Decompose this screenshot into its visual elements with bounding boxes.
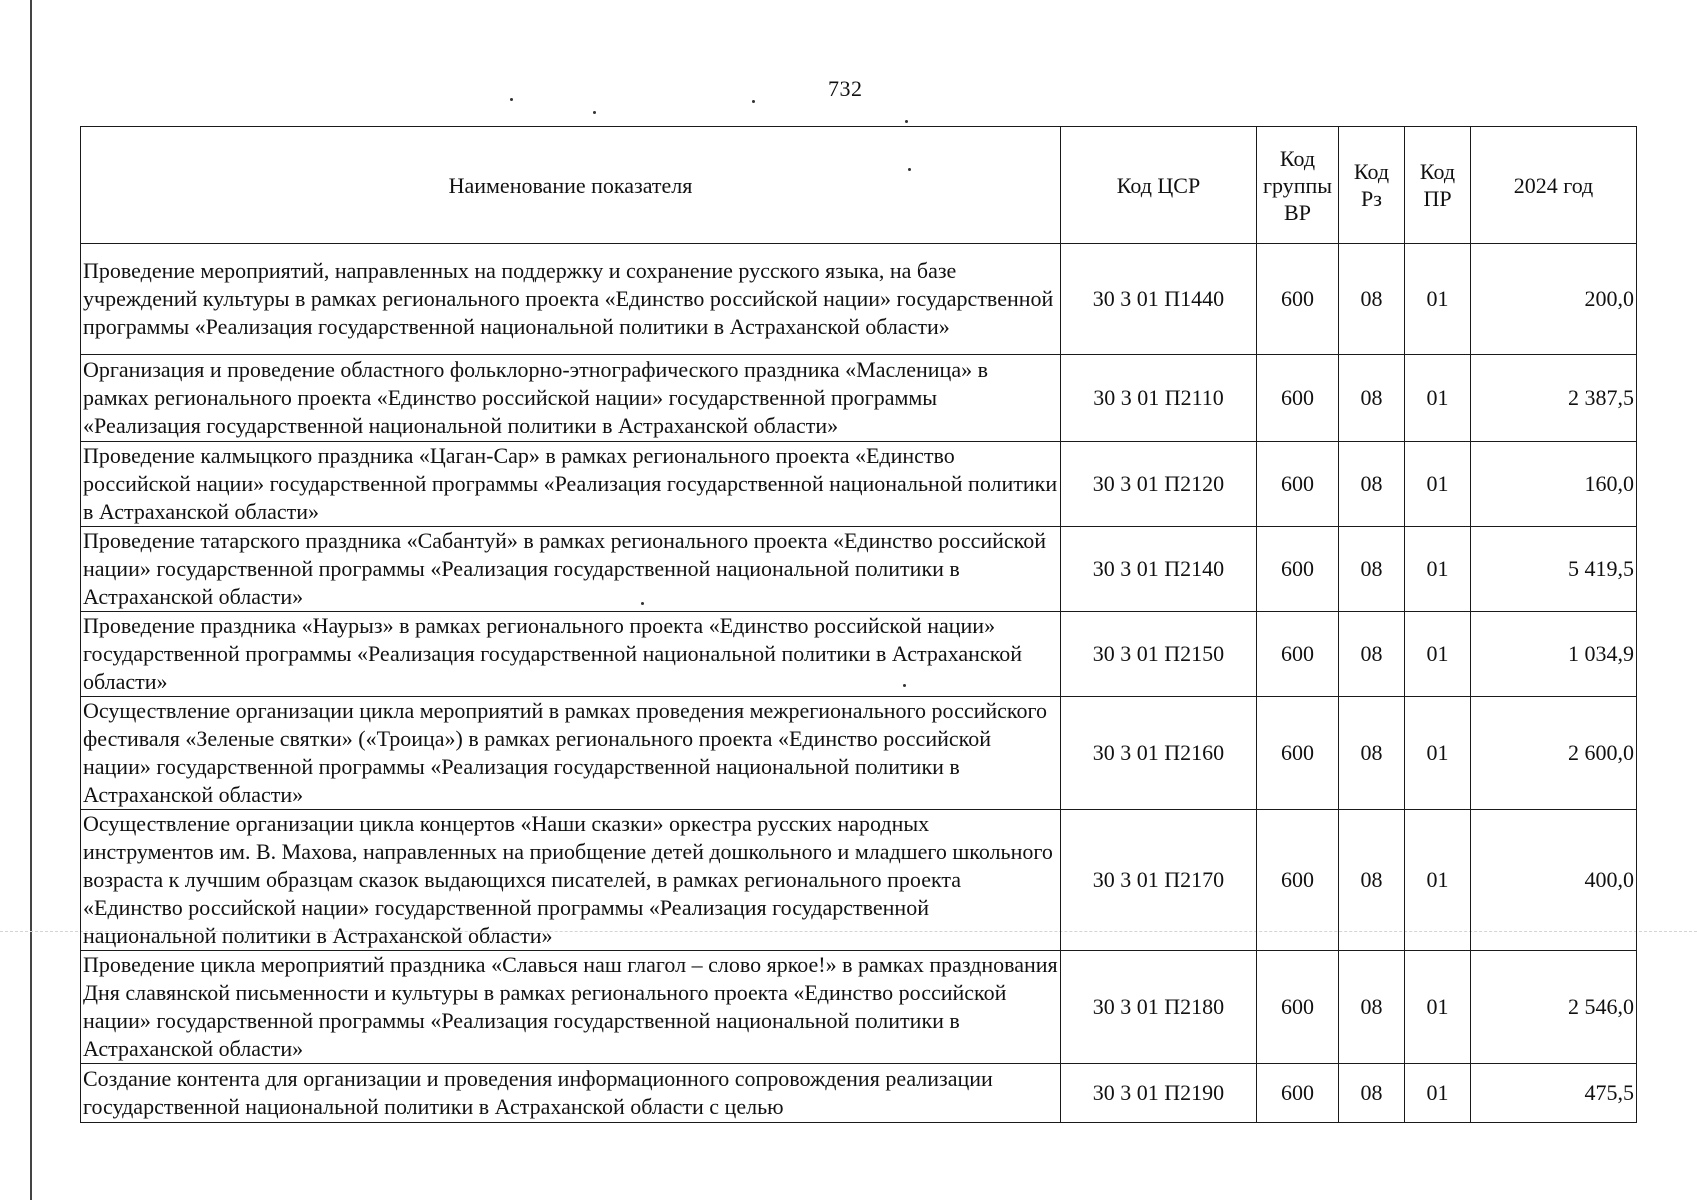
- row-amount: 2 387,5: [1471, 355, 1637, 442]
- row-csr: 30 3 01 П2110: [1061, 355, 1257, 442]
- row-csr: 30 3 01 П2140: [1061, 527, 1257, 612]
- table-row: [81, 1064, 1637, 1123]
- row-vr: 600: [1257, 612, 1339, 697]
- row-pr: 01: [1405, 810, 1471, 951]
- row-vr: 600: [1257, 244, 1339, 355]
- row-amount: 475,5: [1471, 1064, 1637, 1123]
- row-rz: 08: [1339, 442, 1405, 527]
- row-vr: 600: [1257, 355, 1339, 442]
- row-amount: 200,0: [1471, 244, 1637, 355]
- row-name: Организация и проведение областного фольклорно-этнографического праздника «Масленица» в рамках регионального проекта «Единство российской нации» государственной программы «Реализация государственной национальной политики в Астраханской области»: [81, 355, 1061, 442]
- row-csr: 30 3 01 П2190: [1061, 1064, 1257, 1123]
- row-rz: 08: [1339, 244, 1405, 355]
- scan-speck: [510, 98, 513, 101]
- scan-speck: [905, 120, 908, 123]
- table-row: [81, 244, 1637, 355]
- header-pr: Код ПР: [1405, 127, 1471, 244]
- row-name: Создание контента для организации и проведения информационного сопровождения реализации государственной национальной политики в Астраханской области с целью: [81, 1064, 1061, 1123]
- header-vr: Код группы ВР: [1257, 127, 1339, 244]
- row-rz: 08: [1339, 951, 1405, 1064]
- row-name: Проведение цикла мероприятий праздника «Славься наш глагол – слово яркое!» в рамках празднования Дня славянской письменности и культуры в рамках регионального проекта «Единство российской нации» государственной программы «Реализация государственной национальной политики в Астраханской области»: [81, 951, 1061, 1064]
- row-rz: 08: [1339, 527, 1405, 612]
- table-row: [81, 697, 1637, 810]
- row-name: Проведение татарского праздника «Сабантуй» в рамках регионального проекта «Единство российской нации» государственной программы «Реализация государственной национальной политики в Астраханской области»: [81, 527, 1061, 612]
- row-vr: 600: [1257, 697, 1339, 810]
- row-rz: 08: [1339, 697, 1405, 810]
- row-pr: 01: [1405, 697, 1471, 810]
- budget-table: [80, 126, 1637, 1123]
- scan-speck: [593, 111, 596, 114]
- header-csr: Код ЦСР: [1061, 127, 1257, 244]
- table-row: [81, 810, 1637, 951]
- table-row: [81, 527, 1637, 612]
- row-amount: 160,0: [1471, 442, 1637, 527]
- row-vr: 600: [1257, 442, 1339, 527]
- scan-speck: [752, 100, 755, 103]
- row-pr: 01: [1405, 244, 1471, 355]
- row-pr: 01: [1405, 1064, 1471, 1123]
- row-name: Осуществление организации цикла мероприятий в рамках проведения межрегионального российского фестиваля «Зеленые святки» («Троица») в рамках регионального проекта «Единство российской нации» государственной программы «Реализация государственной национальной политики в Астраханской области»: [81, 697, 1061, 810]
- row-rz: 08: [1339, 355, 1405, 442]
- header-name: Наименование показателя: [81, 127, 1061, 244]
- row-amount: 5 419,5: [1471, 527, 1637, 612]
- row-vr: 600: [1257, 527, 1339, 612]
- row-vr: 600: [1257, 1064, 1339, 1123]
- table-row: [81, 951, 1637, 1064]
- row-csr: 30 3 01 П2160: [1061, 697, 1257, 810]
- row-csr: 30 3 01 П2150: [1061, 612, 1257, 697]
- row-rz: 08: [1339, 612, 1405, 697]
- row-pr: 01: [1405, 355, 1471, 442]
- row-csr: 30 3 01 П2120: [1061, 442, 1257, 527]
- table-row: [81, 612, 1637, 697]
- page-margin-line: [30, 0, 32, 1200]
- row-name: Проведение мероприятий, направленных на поддержку и сохранение русского языка, на базе учреждений культуры в рамках регионального проекта «Единство российской нации» государственной программы «Реализация государственной национальной политики в Астраханской области»: [81, 244, 1061, 355]
- row-name: Проведение праздника «Наурыз» в рамках регионального проекта «Единство российской нации» государственной программы «Реализация государственной национальной политики в Астраханской области»: [81, 612, 1061, 697]
- row-amount: 2 546,0: [1471, 951, 1637, 1064]
- row-amount: 2 600,0: [1471, 697, 1637, 810]
- table-row: [81, 355, 1637, 442]
- row-csr: 30 3 01 П2180: [1061, 951, 1257, 1064]
- row-csr: 30 3 01 П2170: [1061, 810, 1257, 951]
- row-pr: 01: [1405, 527, 1471, 612]
- header-year: 2024 год: [1471, 127, 1637, 244]
- row-amount: 1 034,9: [1471, 612, 1637, 697]
- row-amount: 400,0: [1471, 810, 1637, 951]
- page-number: 732: [828, 76, 863, 101]
- row-name: Осуществление организации цикла концертов «Наши сказки» оркестра русских народных инструментов им. В. Махова, направленных на приобщение детей дошкольного и младшего школьного возраста к лучшим образцам сказок выдающихся писателей, в рамках регионального проекта «Единство российской нации» государственной программы «Реализация государственной национальной политики в Астраханской области»: [81, 810, 1061, 951]
- header-rz: Код Рз: [1339, 127, 1405, 244]
- row-pr: 01: [1405, 442, 1471, 527]
- row-rz: 08: [1339, 1064, 1405, 1123]
- row-vr: 600: [1257, 810, 1339, 951]
- row-pr: 01: [1405, 612, 1471, 697]
- table-row: [81, 442, 1637, 527]
- row-vr: 600: [1257, 951, 1339, 1064]
- row-csr: 30 3 01 П1440: [1061, 244, 1257, 355]
- row-name: Проведение калмыцкого праздника «Цаган-Сар» в рамках регионального проекта «Единство российской нации» государственной программы «Реализация государственной национальной политики в Астраханской области»: [81, 442, 1061, 527]
- table-header-row: [81, 127, 1637, 244]
- row-rz: 08: [1339, 810, 1405, 951]
- row-pr: 01: [1405, 951, 1471, 1064]
